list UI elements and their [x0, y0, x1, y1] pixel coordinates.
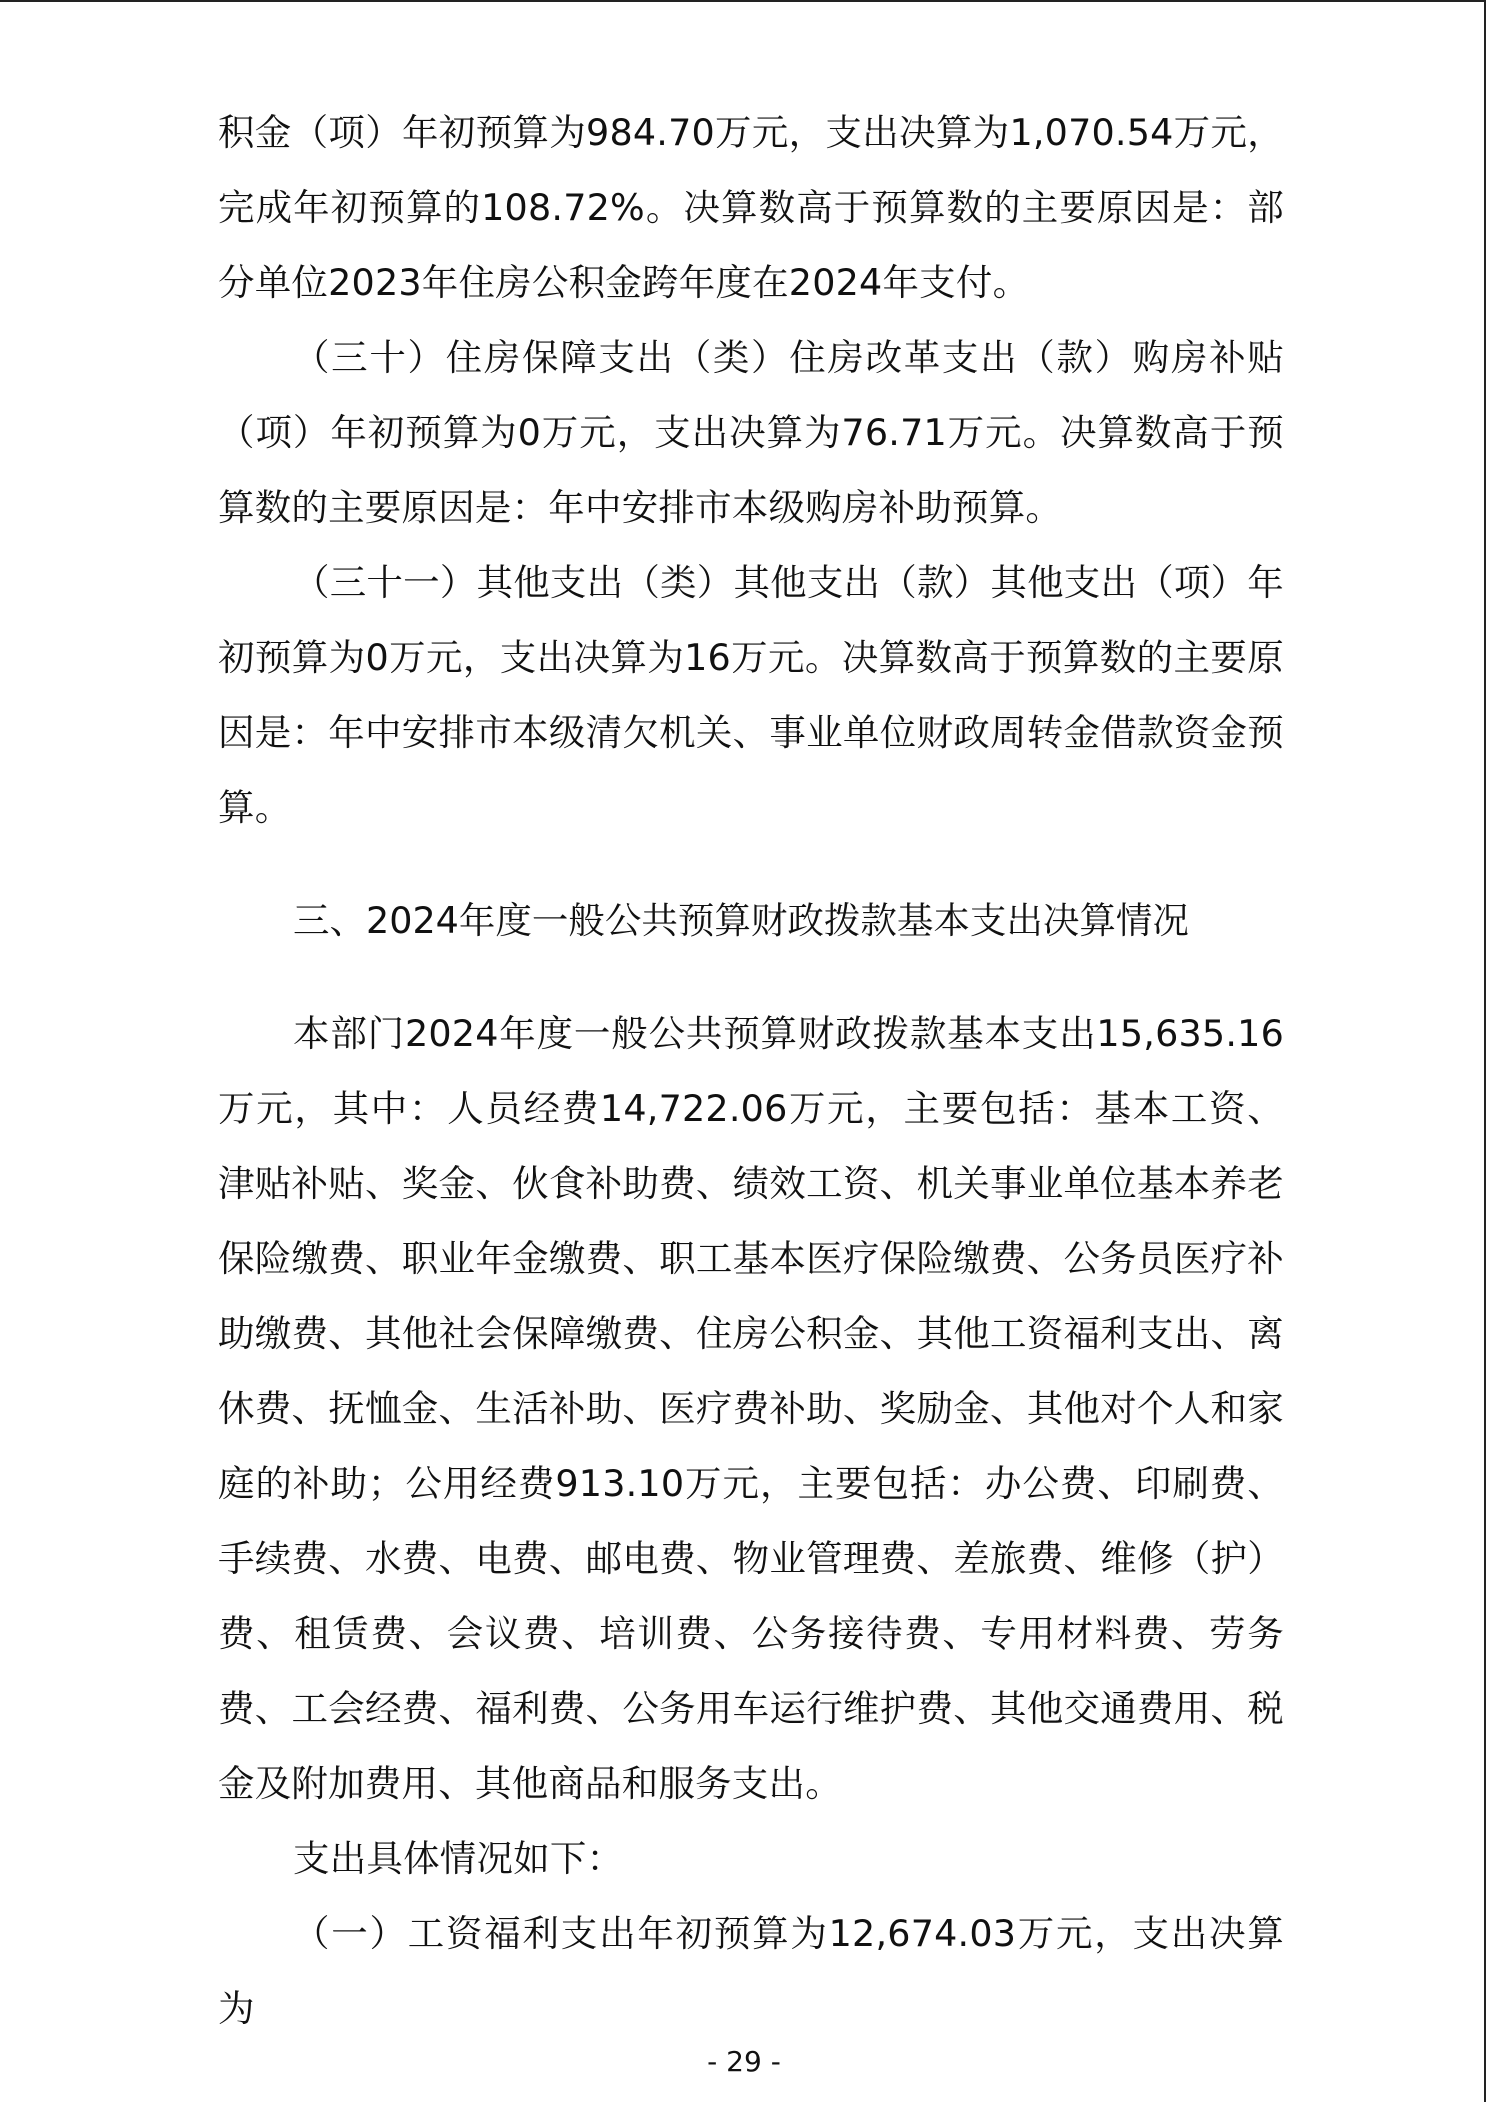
- paragraph-item-31: （三十一）其他支出（类）其他支出（款）其他支出（项）年初预算为0万元，支出决算为16万元。决算数高于预算数的主要原因是：年中安排市本级清欠机关、事业单位财政周转金借款资金预算。: [218, 561, 1284, 829]
- paragraph-basic-expenditure: 本部门2024年度一般公共预算财政拨款基本支出15,635.16万元，其中：人员经费14,722.06万元，主要包括：基本工资、津贴补贴、奖金、伙食补助费、绩效工资、机关事业单位基本养老保险缴费、职业年金缴费、职工基本医疗保险缴费、公务员医疗补助缴费、其他社会保障缴费、住房公积金、其他工资福利支出、离休费、抚恤金、生活补助、医疗费补助、奖励金、其他对个人和家庭的补助；公用经费913.10万元，主要包括：办公费、印刷费、手续费、水费、电费、邮电费、物业管理费、差旅费、维修（护）费、租赁费、会议费、培训费、公务接待费、专用材料费、劳务费、工会经费、福利费、公务用车运行维护费、其他交通费用、税金及附加费用、其他商品和服务支出。: [218, 1012, 1284, 1805]
- page-number: - 29 -: [707, 2045, 781, 2078]
- paragraph-housing-fund-continued: 积金（项）年初预算为984.70万元，支出决算为1,070.54万元，完成年初预算的108.72%。决算数高于预算数的主要原因是：部分单位2023年住房公积金跨年度在2024年支付。: [218, 111, 1284, 304]
- paragraph-item-30: （三十）住房保障支出（类）住房改革支出（款）购房补贴（项）年初预算为0万元，支出决算为76.71万元。决算数高于预算数的主要原因是：年中安排市本级购房补助预算。: [218, 336, 1284, 529]
- section-heading: 三、2024年度一般公共预算财政拨款基本支出决算情况: [293, 899, 1189, 942]
- paragraph-item-1-salary: （一）工资福利支出年初预算为12,674.03万元，支出决算为: [218, 1912, 1284, 2030]
- document-body: [218, 95, 1284, 2046]
- paragraph-details-intro: 支出具体情况如下：: [293, 1837, 624, 1880]
